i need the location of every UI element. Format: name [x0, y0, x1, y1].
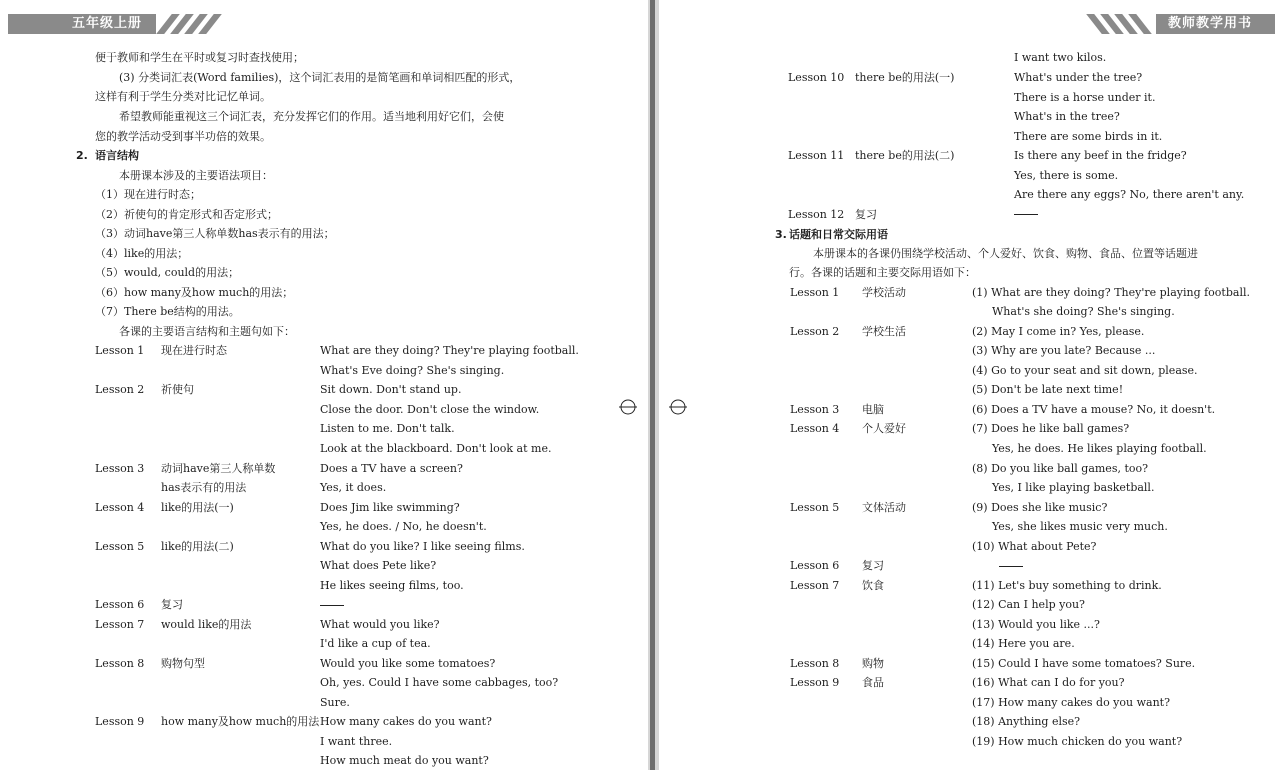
lesson-label: Lesson 3: [95, 462, 145, 475]
lesson-sentence: Are there any eggs? No, there aren't any.: [1014, 188, 1245, 201]
topic-name: 学校活动: [862, 286, 906, 299]
lesson-sentence: I want three.: [320, 735, 393, 748]
topic-name: 饮食: [862, 579, 884, 592]
expression-line: (7) Does he like ball games?: [972, 422, 1130, 435]
lesson-sentence: Is there any beef in the fridge?: [1014, 149, 1187, 162]
lesson-sentence: Close the door. Don't close the window.: [320, 403, 540, 416]
grammar-item: （2）祈使句的肯定形式和否定形式；: [95, 208, 278, 221]
lesson-sentence: Does a TV have a screen?: [320, 462, 463, 475]
section-intro: 本册课本的各课仍围绕学校活动、个人爱好、饮食、购物、食品、位置等话题进: [813, 247, 1198, 260]
expression-line: (18) Anything else?: [972, 715, 1081, 728]
empty-dash: [320, 605, 344, 606]
topic-lesson-label: Lesson 3: [790, 403, 840, 416]
lesson-topic: 复习: [161, 598, 183, 611]
expression-line: Yes, he does. He likes playing football.: [992, 442, 1207, 455]
grammar-item: （3）动词have第三人称单数has表示有的用法；: [95, 227, 335, 240]
binding-mark-icon: [619, 398, 637, 416]
lesson-topic-cont: has表示有的用法: [161, 481, 247, 494]
expression-line: (3) Why are you late? Because ...: [972, 344, 1156, 357]
expression-line: (15) Could I have some tomatoes? Sure.: [972, 657, 1196, 670]
lesson-label: Lesson 4: [95, 501, 145, 514]
expression-line: Yes, she likes music very much.: [992, 520, 1168, 533]
right-header-title: 教师教学用书: [1168, 16, 1253, 31]
expression-line: (2) May I come in? Yes, please.: [972, 325, 1145, 338]
grammar-item: （5）would, could的用法；: [95, 266, 240, 279]
lesson-label: Lesson 12: [788, 208, 845, 221]
table-intro: 各课的主要语言结构和主题句如下：: [119, 325, 295, 338]
lesson-sentence: What are they doing? They're playing football.: [320, 344, 579, 357]
lesson-topic: how many及how much的用法: [161, 715, 320, 728]
expression-line: (19) How much chicken do you want?: [972, 735, 1183, 748]
lesson-topic: 祈使句: [161, 383, 194, 396]
lesson-label: Lesson 11: [788, 149, 845, 162]
topic-lesson-label: Lesson 5: [790, 501, 840, 514]
lesson-sentence: How much meat do you want?: [320, 754, 489, 767]
lesson-topic: like的用法(二): [161, 540, 234, 553]
lesson-sentence: He likes seeing films, too.: [320, 579, 464, 592]
lesson-sentence: Yes, it does.: [320, 481, 387, 494]
lesson-label: Lesson 6: [95, 598, 145, 611]
intro-line: 希望教师能重视这三个词汇表，充分发挥它们的作用。适当地利用好它们，会使: [119, 110, 504, 123]
grammar-item: （7）There be结构的用法。: [95, 305, 240, 318]
expression-line: (12) Can I help you?: [972, 598, 1085, 611]
lesson-label: Lesson 1: [95, 344, 145, 357]
lesson-sentence: How many cakes do you want?: [320, 715, 492, 728]
topic-name: 电脑: [862, 403, 884, 416]
lesson-topic: 现在进行时态: [161, 344, 227, 357]
expression-line: (8) Do you like ball games, too?: [972, 462, 1149, 475]
grammar-item: （4）like的用法；: [95, 247, 189, 260]
lesson-sentence: Look at the blackboard. Don't look at me.: [320, 442, 552, 455]
expression-line: (17) How many cakes do you want?: [972, 696, 1170, 709]
lesson-label: Lesson 5: [95, 540, 145, 553]
intro-line: (3) 分类词汇表(Word families)，这个词汇表用的是简笔画和单词相匹配的形式，: [119, 71, 521, 84]
intro-line: 这样有利于学生分类对比记忆单词。: [95, 90, 271, 103]
lesson-sentence: What's Eve doing? She's singing.: [320, 364, 505, 377]
topic-lesson-label: Lesson 7: [790, 579, 840, 592]
intro-line: 您的教学活动受到事半功倍的效果。: [95, 130, 271, 143]
section-title: 话题和日常交际用语: [789, 228, 888, 241]
left-header-banner: [8, 14, 220, 34]
lesson-sentence: Sure.: [320, 696, 350, 709]
lesson-sentence: What do you like? I like seeing films.: [320, 540, 525, 553]
lesson-sentence: Sit down. Don't stand up.: [320, 383, 462, 396]
grammar-item: （1）现在进行时态；: [95, 188, 201, 201]
section-intro: 行。各课的话题和主要交际用语如下：: [789, 266, 976, 279]
topic-lesson-label: Lesson 2: [790, 325, 840, 338]
lesson-sentence: There is a horse under it.: [1014, 91, 1156, 104]
section-lead: 本册课本涉及的主要语法项目：: [119, 169, 273, 182]
lesson-sentence: Listen to me. Don't talk.: [320, 422, 455, 435]
topic-name: 食品: [862, 676, 884, 689]
topic-name: 个人爱好: [862, 422, 906, 435]
lesson-sentence: Yes, he does. / No, he doesn't.: [320, 520, 487, 533]
lesson-label: Lesson 8: [95, 657, 145, 670]
left-header-title: 五年级上册: [72, 16, 143, 31]
expression-line: (13) Would you like ...?: [972, 618, 1100, 631]
topic-lesson-label: Lesson 8: [790, 657, 840, 670]
expression-line: (16) What can I do for you?: [972, 676, 1125, 689]
expression-line: (5) Don't be late next time!: [972, 383, 1124, 396]
lesson-sentence: What does Pete like?: [320, 559, 437, 572]
section-number: 3.: [775, 228, 787, 241]
lesson-topic: there be的用法(二): [855, 149, 955, 162]
lesson-topic: would like的用法: [161, 618, 252, 631]
expression-line: Yes, I like playing basketball.: [992, 481, 1155, 494]
expression-line: (6) Does a TV have a mouse? No, it doesn't.: [972, 403, 1216, 416]
lesson-sentence: I'd like a cup of tea.: [320, 637, 431, 650]
lesson-label: Lesson 2: [95, 383, 145, 396]
expression-line: (9) Does she like music?: [972, 501, 1108, 514]
right-page: [659, 0, 1275, 770]
lesson-topic: like的用法(一): [161, 501, 234, 514]
topic-name: 学校生活: [862, 325, 906, 338]
empty-dash: [999, 566, 1023, 567]
expression-line: (4) Go to your seat and sit down, please.: [972, 364, 1198, 377]
lesson-sentence: Would you like some tomatoes?: [320, 657, 496, 670]
lesson-sentence: What's under the tree?: [1014, 71, 1143, 84]
lesson-sentence: What's in the tree?: [1014, 110, 1120, 123]
topic-lesson-label: Lesson 4: [790, 422, 840, 435]
binding-mark-icon: [669, 398, 687, 416]
expression-line: What's she doing? She's singing.: [992, 305, 1175, 318]
right-header-banner: [1086, 14, 1275, 34]
lesson-topic: 动词have第三人称单数: [161, 462, 276, 475]
lesson-topic: 购物句型: [161, 657, 205, 670]
expression-line: (11) Let's buy something to drink.: [972, 579, 1162, 592]
expression-line: (10) What about Pete?: [972, 540, 1097, 553]
section-title: 语言结构: [95, 149, 139, 162]
lesson-label: Lesson 10: [788, 71, 845, 84]
lesson-sentence: What would you like?: [320, 618, 440, 631]
lesson-sentence: There are some birds in it.: [1014, 130, 1163, 143]
lesson-sentence: I want two kilos.: [1014, 51, 1107, 64]
expression-line: (14) Here you are.: [972, 637, 1075, 650]
empty-dash: [1014, 214, 1038, 215]
book-spine: [648, 0, 659, 770]
intro-line: 便于教师和学生在平时或复习时查找使用；: [95, 51, 304, 64]
section-number: 2.: [76, 149, 88, 162]
lesson-topic: 复习: [855, 208, 877, 221]
lesson-sentence: Yes, there is some.: [1014, 169, 1119, 182]
topic-name: 复习: [862, 559, 884, 572]
lesson-sentence: Oh, yes. Could I have some cabbages, too?: [320, 676, 559, 689]
topic-lesson-label: Lesson 9: [790, 676, 840, 689]
topic-name: 购物: [862, 657, 884, 670]
topic-lesson-label: Lesson 1: [790, 286, 840, 299]
lesson-label: Lesson 9: [95, 715, 145, 728]
expression-line: (1) What are they doing? They're playing football.: [972, 286, 1250, 299]
lesson-label: Lesson 7: [95, 618, 145, 631]
topic-name: 文体活动: [862, 501, 906, 514]
lesson-sentence: Does Jim like swimming?: [320, 501, 460, 514]
grammar-item: （6）how many及how much的用法；: [95, 286, 294, 299]
lesson-topic: there be的用法(一): [855, 71, 955, 84]
topic-lesson-label: Lesson 6: [790, 559, 840, 572]
